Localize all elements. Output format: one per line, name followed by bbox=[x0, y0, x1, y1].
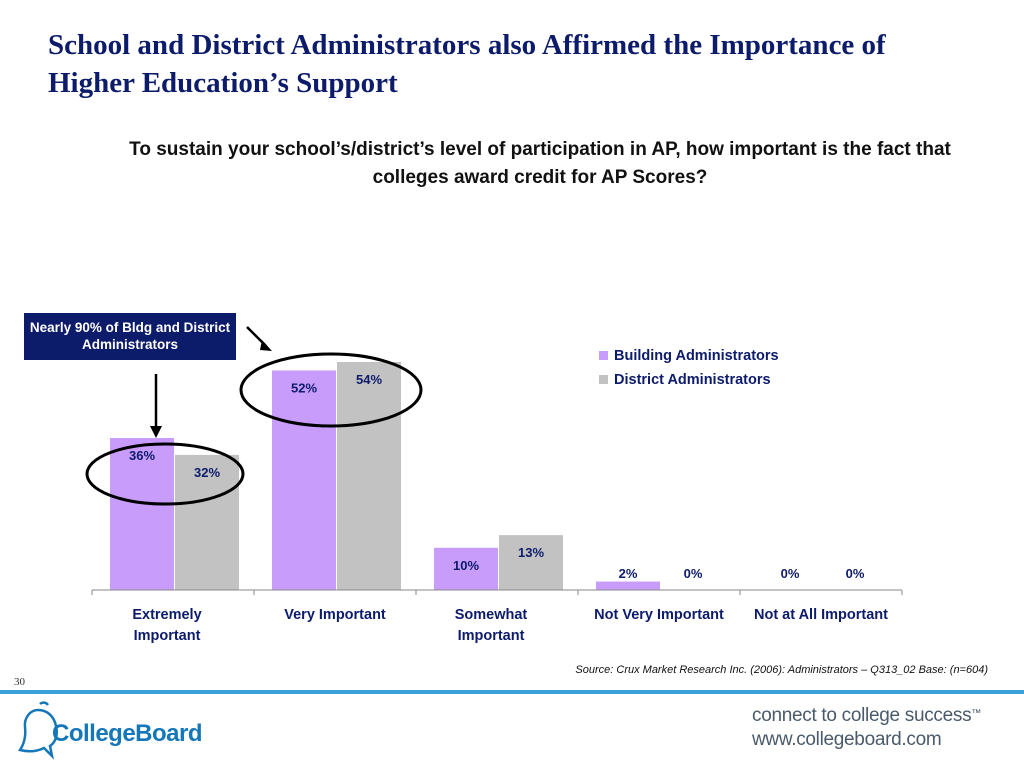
slide-title: School and District Administrators also Affirmed the Importance of Higher Education’s Support bbox=[48, 29, 886, 99]
data-label-building-not-very-important: 2% bbox=[618, 566, 638, 581]
data-label-district-not-at-all-important: 0% bbox=[845, 566, 865, 581]
legend bbox=[599, 348, 779, 388]
data-label-building-somewhat-important: 10% bbox=[452, 557, 480, 573]
arrow-diagonal-head bbox=[260, 340, 272, 351]
logo-text: CollegeBoard bbox=[52, 720, 203, 747]
category-label-somewhat-important: Somewhat Important bbox=[454, 607, 528, 644]
category-label-extremely-important: Extremely Important bbox=[132, 607, 202, 644]
bars-group bbox=[110, 362, 865, 590]
category-label-very-important: Very Important bbox=[284, 607, 386, 623]
tagline-url: www.collegeboard.com bbox=[752, 729, 942, 750]
data-label-district-somewhat-important: 13% bbox=[517, 545, 545, 561]
category-label-not-very-important: Not Very Important bbox=[594, 607, 724, 623]
bar-building-very-important bbox=[272, 370, 336, 590]
data-label-district-extremely-important: 32% bbox=[193, 464, 221, 480]
trademark: ™ bbox=[971, 708, 981, 719]
tagline-line1: connect to college success bbox=[752, 705, 972, 726]
bar-district-very-important bbox=[337, 362, 401, 590]
data-label-building-very-important: 52% bbox=[290, 380, 318, 396]
footer-rule bbox=[0, 690, 1024, 694]
legend-label-district: District Administrators bbox=[614, 372, 771, 388]
legend-label-building: Building Administrators bbox=[614, 348, 779, 364]
survey-question: To sustain your school’s/district’s level of participation in AP, how important is the fact that colleges award credit for AP Scores? bbox=[129, 139, 951, 188]
arrow-down-head bbox=[150, 426, 162, 438]
x-ticks bbox=[92, 590, 902, 595]
page-number: 30 bbox=[14, 676, 25, 688]
legend-swatch-district bbox=[599, 375, 608, 384]
bar-district-somewhat-important bbox=[499, 535, 563, 590]
category-label-not-at-all-important: Not at All Important bbox=[754, 607, 888, 623]
source-note: Source: Crux Market Research Inc. (2006): Administrators – Q313_02 Base: (n=604) bbox=[575, 664, 988, 676]
data-label-building-extremely-important: 36% bbox=[128, 448, 156, 463]
bar-building-not-very-important bbox=[596, 582, 660, 590]
data-label-district-very-important: 54% bbox=[355, 372, 383, 387]
category-labels bbox=[132, 607, 888, 644]
data-label-building-not-at-all-important: 0% bbox=[780, 566, 800, 581]
data-label-district-not-very-important: 0% bbox=[683, 566, 703, 581]
legend-swatch-building bbox=[599, 351, 608, 360]
callout-box: Nearly 90% of Bldg and District Administrators bbox=[24, 313, 236, 360]
tagline bbox=[752, 704, 981, 752]
